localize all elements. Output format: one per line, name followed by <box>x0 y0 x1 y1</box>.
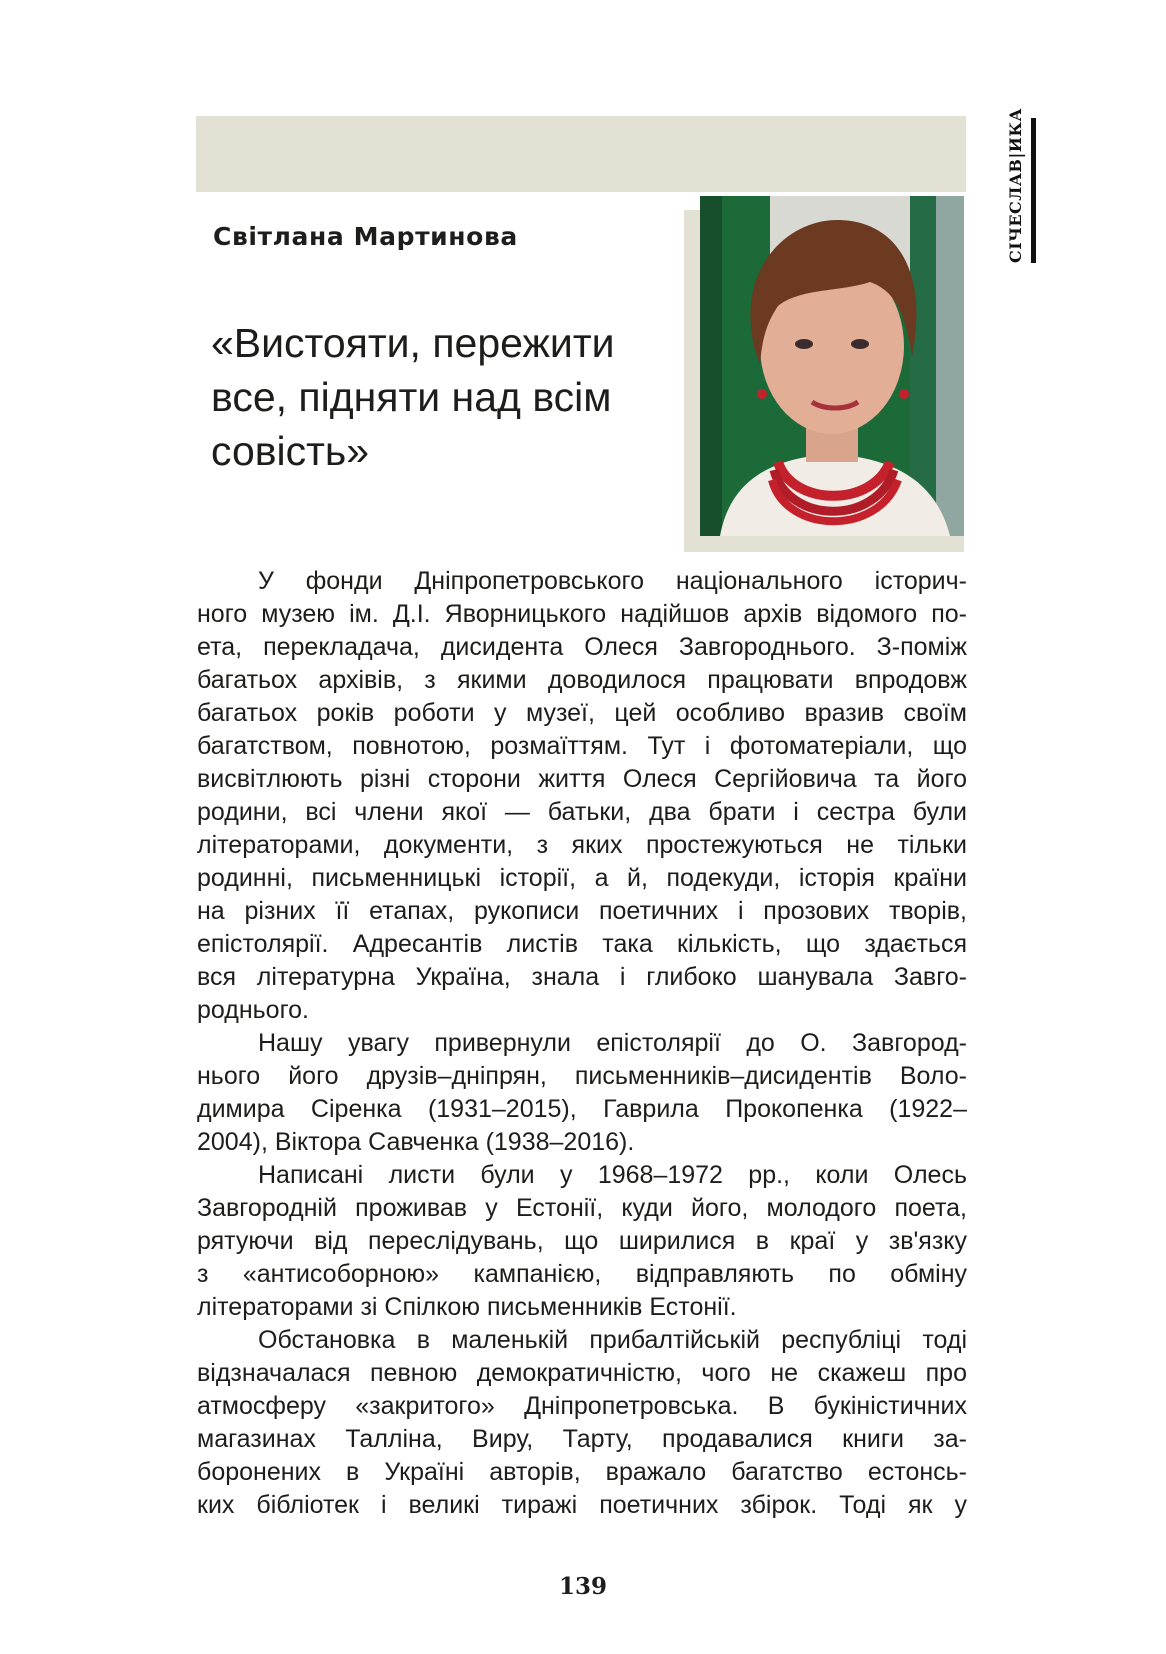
text-line: боронених в Україні авторів, вражало багатство естонсь- <box>197 1458 967 1486</box>
text-line: родинні, письменницькі історії, а й, подекуди, історія країни <box>197 864 967 892</box>
text-line: Нашу увагу привернули епістолярії до О. Завгород- <box>258 1029 967 1057</box>
paragraph <box>197 1324 967 1522</box>
paragraph <box>197 565 967 1027</box>
article-title <box>211 316 681 478</box>
text-line: відзначалася певною демократичністю, чого не скажеш про <box>197 1359 967 1387</box>
text-line: висвітлюють різні сторони життя Олеся Сергійовича та його <box>197 765 967 793</box>
text-line: димира Сіренка (1931–2015), Гаврила Прокопенка (1922– <box>197 1095 967 1123</box>
text-line: атмосферу «закритого» Дніпропетровська. В букіністичних <box>197 1392 967 1420</box>
title-line: «Вистояти, пережити <box>211 320 615 366</box>
text-line: нього його друзів–дніпрян, письменників–дисидентів Воло- <box>197 1062 967 1090</box>
text-line: родини, всі члени якої — батьки, два брати і сестра були <box>197 798 967 826</box>
text-line: багатством, повнотою, розмаїттям. Тут і фотоматеріали, що <box>197 732 967 760</box>
text-line: 2004), Віктора Савченка (1938–2016). <box>197 1128 635 1156</box>
text-line: з «антисоборною» кампанією, відправляють по обміну <box>197 1260 967 1288</box>
author-photo <box>700 196 964 536</box>
header-band <box>196 116 966 192</box>
article-body <box>197 565 967 1522</box>
paragraph <box>197 1027 967 1159</box>
text-line: на різних її етапах, рукописи поетичних і прозових творів, <box>197 897 967 925</box>
text-line: вся літературна Україна, знала і глибоко шанувала Завго- <box>197 963 967 991</box>
text-line: літераторами зі Спілкою письменників Естонії. <box>197 1293 737 1321</box>
text-line: магазинах Талліна, Виру, Тарту, продавалися книги за- <box>197 1425 967 1453</box>
text-line: Завгородній проживав у Естонії, куди його, молодого поета, <box>197 1194 967 1222</box>
text-line: багатьох років роботи у музеї, цей особливо вразив своїм <box>197 699 967 727</box>
text-line: багатьох архівів, з якими доводилося працювати впродовж <box>197 666 967 694</box>
title-line: все, підняти над всім <box>211 374 612 420</box>
journal-logo-bar <box>1031 118 1036 263</box>
text-line: рятуючи від переслідувань, що ширилися в краї у зв'язку <box>197 1227 967 1255</box>
page-number: 139 <box>558 1573 607 1600</box>
text-line: епістолярії. Адресантів листів така кількість, що здається <box>197 930 967 958</box>
text-line: Обстановка в маленькій прибалтійській республіці тоді <box>258 1326 967 1354</box>
text-line: ета, перекладача, дисидента Олеся Завгороднього. З-поміж <box>197 633 967 661</box>
text-line: ких бібліотек і великі тиражі поетичних збірок. Тоді як у <box>197 1491 967 1519</box>
text-line: Написані листи були у 1968–1972 рр., коли Олесь <box>258 1161 967 1189</box>
journal-logo <box>1002 108 1036 263</box>
text-line: ного музею ім. Д.І. Яворницького надійшов архів відомого по- <box>197 600 967 628</box>
portrait-photo-icon <box>700 196 964 536</box>
title-line: совість» <box>211 428 370 474</box>
text-line: У фонди Дніпропетровського національного історич- <box>258 567 967 595</box>
text-line: літераторами, документи, з яких простежуються не тільки <box>197 831 967 859</box>
text-line: роднього. <box>197 996 309 1024</box>
paragraph <box>197 1159 967 1324</box>
author-name: Світлана Мартинова <box>213 222 518 251</box>
journal-logo-text: СІЧЕСЛАВ|ИКА <box>1006 108 1025 263</box>
